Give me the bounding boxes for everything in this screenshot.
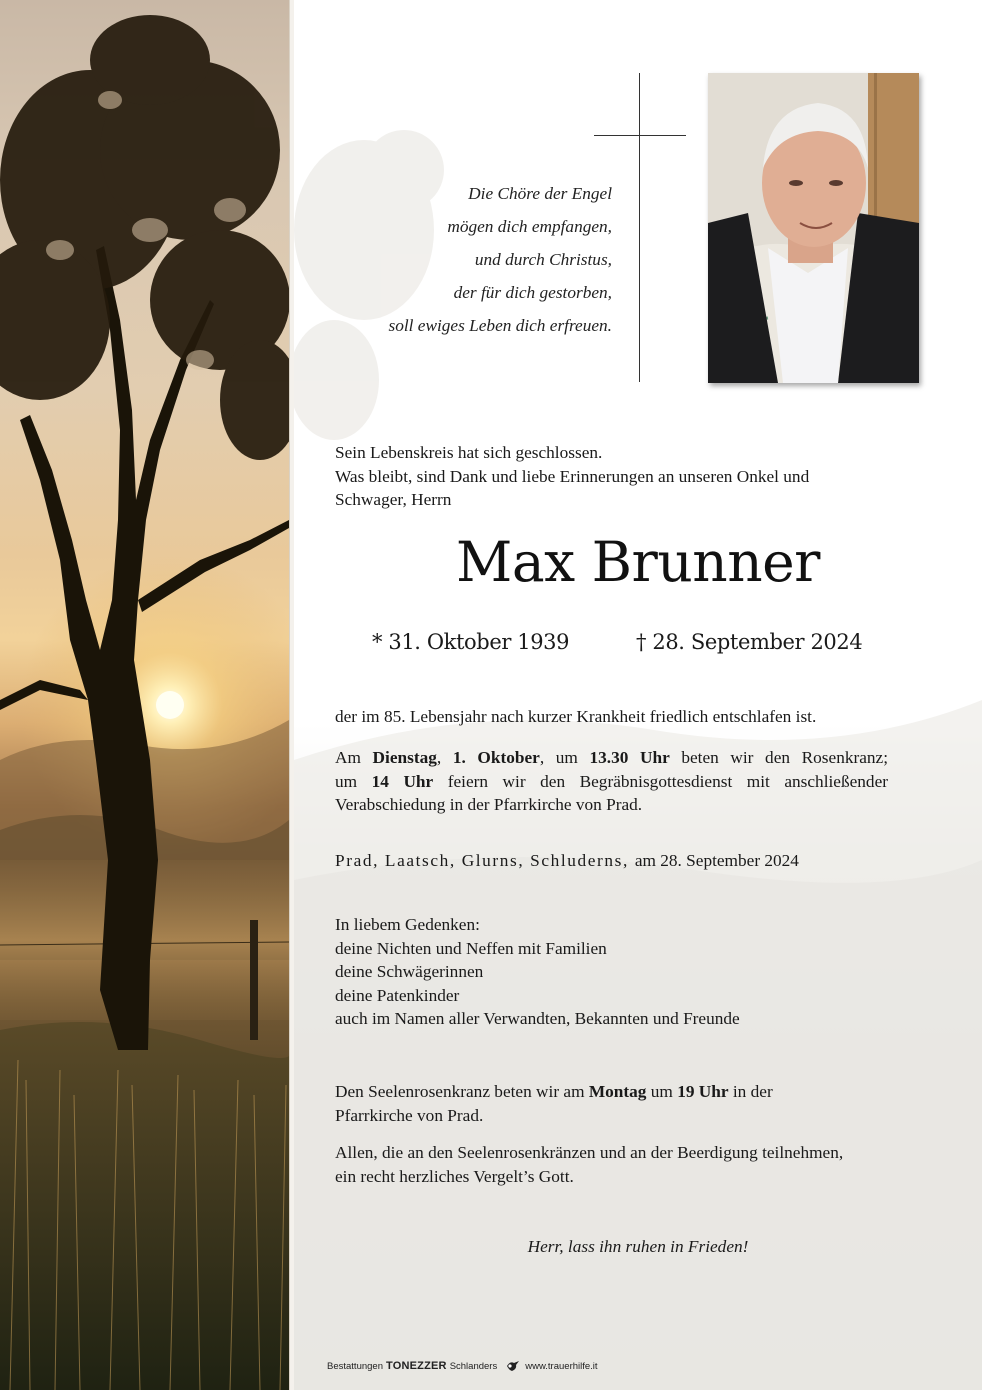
rosary-line-2: Pfarrkirche von Prad. <box>335 1105 484 1125</box>
poem-line: Die Chöre der Engel <box>468 184 612 203</box>
footer-town: Schlanders <box>449 1360 498 1372</box>
poem-line: mögen dich empfangen, <box>447 217 612 236</box>
service-line-3: Verabschiedung in der Pfarrkirche von Prad. <box>335 795 643 814</box>
intro-line: Schwager, Herrn <box>335 490 452 509</box>
funeral-home-footer <box>327 1360 598 1372</box>
thanks-note <box>335 1141 888 1188</box>
intro-line: Sein Lebenskreis hat sich geschlossen. <box>335 443 603 462</box>
birth-date: * 31. Oktober 1939 <box>372 630 570 654</box>
portrait-photo <box>708 73 919 383</box>
sunset-tree-photo <box>0 0 289 1390</box>
footer-url[interactable]: www.trauerhilfe.it <box>525 1360 598 1372</box>
intro-line: Was bleibt, sind Dank und liebe Erinnerungen an unseren Onkel und <box>335 466 810 486</box>
farewell-prayer: Herr, lass ihn ruhen in Frieden! <box>527 1237 749 1256</box>
death-date: † 28. September 2024 <box>636 630 863 654</box>
footer-prefix: Bestattungen <box>327 1360 383 1372</box>
places: Prad, Laatsch, Glurns, Schluderns, <box>335 851 629 870</box>
poem-line: und durch Christus, <box>474 250 612 269</box>
mourners-line: auch im Namen aller Verwandten, Bekannten und Freunde <box>335 1009 740 1028</box>
thanks-line: ein recht herzliches Vergelt’s Gott. <box>335 1166 574 1186</box>
deceased-name: Max Brunner <box>456 530 820 594</box>
announcement-date: am 28. September 2024 <box>634 851 799 870</box>
rosary-line-1: Den Seelenrosenkranz beten wir am Montag um 19 Uhr in der <box>335 1082 773 1101</box>
mourners-line: deine Patenkinder <box>335 985 460 1005</box>
poem-line: soll ewiges Leben dich erfreuen. <box>388 316 612 335</box>
mourners-line: deine Schwägerinnen <box>335 962 484 981</box>
death-statement-text: der im 85. Lebensjahr nach kurzer Krankheit friedlich entschlafen ist. <box>335 707 817 726</box>
poem-line: der für dich gestorben, <box>453 283 612 302</box>
funeral-home-name: TONEZZER <box>386 1360 447 1372</box>
thanks-line: Allen, die an den Seelenrosenkränzen und an der Beerdigung teilnehmen, <box>335 1143 844 1162</box>
death-statement <box>335 705 888 729</box>
funeral-service-info <box>335 746 888 817</box>
mourners-line: In liebem Gedenken: <box>335 915 480 934</box>
rosary-info <box>335 1080 888 1127</box>
service-line-1: Am Dienstag, 1. Oktober, um 13.30 Uhr beten wir den Rosenkranz; <box>335 748 889 767</box>
mourners-list <box>335 913 888 1031</box>
place-and-date <box>335 849 888 873</box>
mourners-line: deine Nichten und Neffen mit Familien <box>335 938 607 958</box>
dove-icon <box>506 1360 520 1372</box>
intro-text <box>335 441 895 512</box>
poem <box>330 177 612 342</box>
service-line-2: um 14 Uhr feiern wir den Begräbnisgottesdienst mit anschließender <box>335 771 888 791</box>
